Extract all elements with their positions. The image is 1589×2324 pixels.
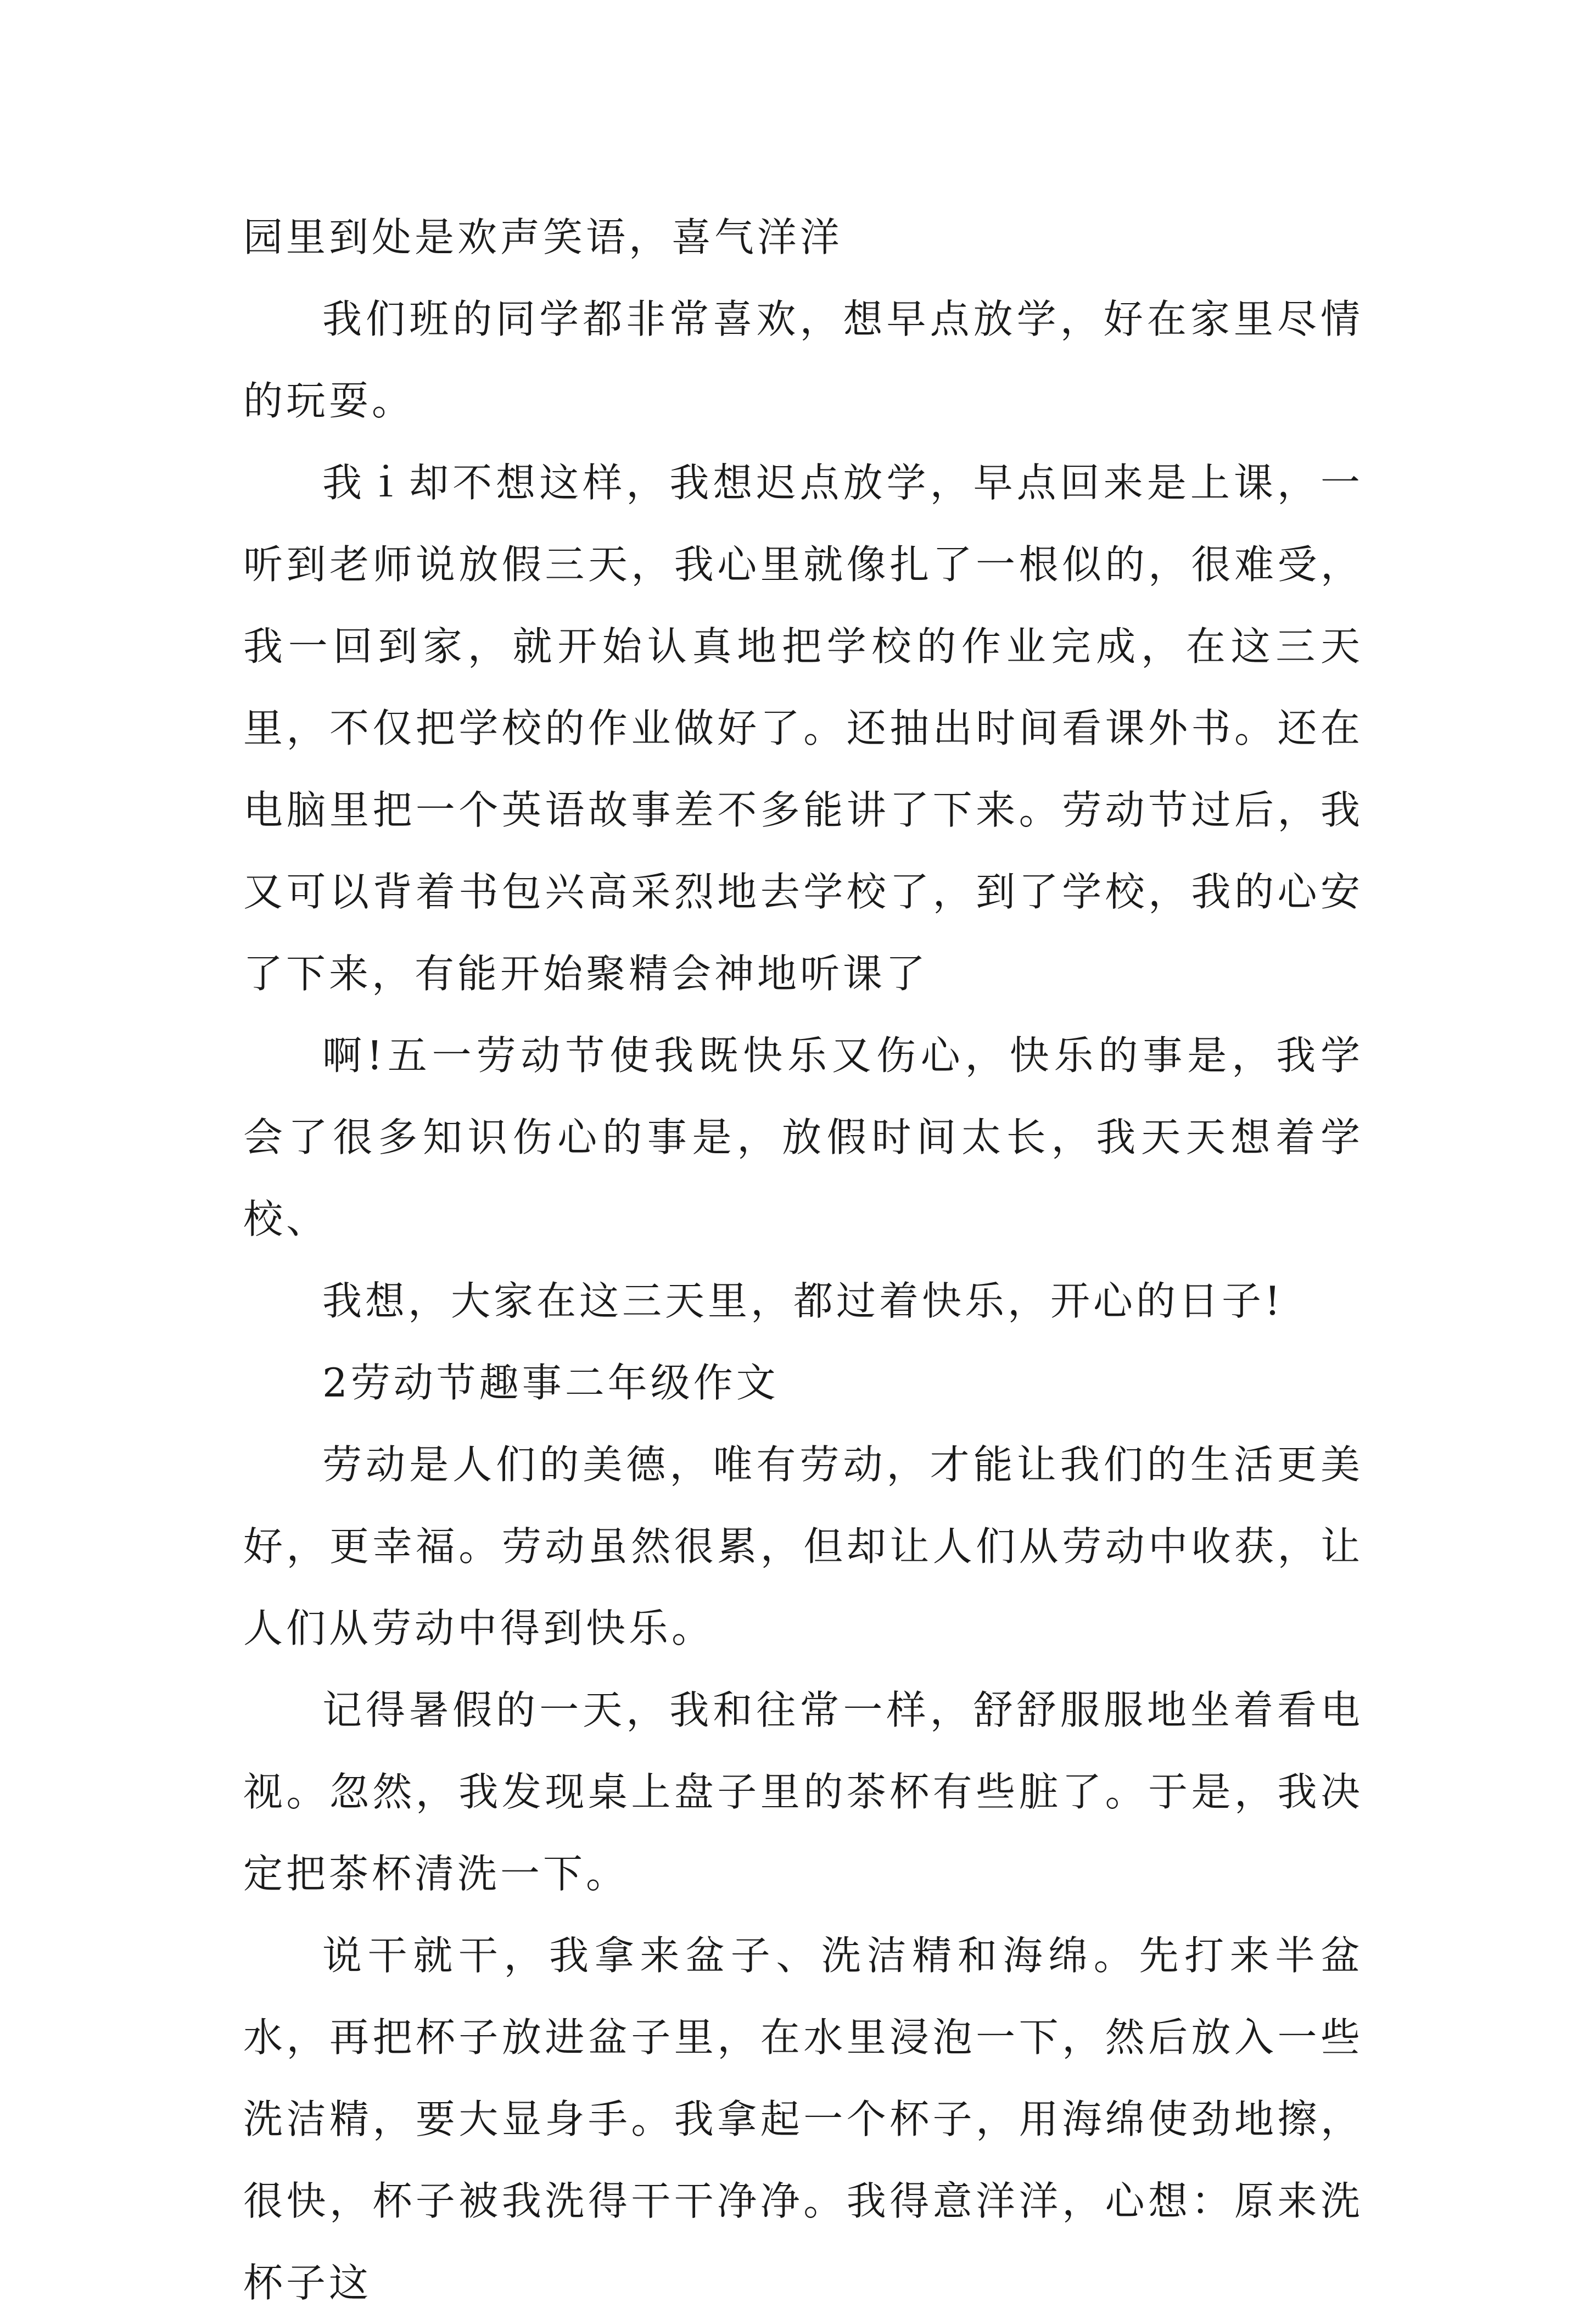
paragraph-8: 记得暑假的一天，我和往常一样，舒舒服服地坐着看电视。忽然，我发现桌上盘子里的茶杯有些脏了。于是，我决定把茶杯清洗一下。 <box>243 1687 1363 1897</box>
paragraph-3: 我ｉ却不想这样，我想迟点放学，早点回来是上课，一听到老师说放假三天，我心里就像扎了一根似的，很难受，我一回到家，就开始认真地把学校的作业完成，在这三天里，不仅把学校的作业做好了。还抽出时间看课外书。还在电脑里把一个英语故事差不多能讲了下来。劳动节过后，我又可以背着书包兴高采烈地去学校了，到了学校，我的心安了下来，有能开始聚精会神地听课了 <box>243 460 1363 997</box>
document-body <box>243 197 1363 2324</box>
paragraph-5: 我想，大家在这三天里，都过着快乐，开心的日子! <box>322 1278 1284 1324</box>
paragraph-4: 啊!五一劳动节使我既快乐又伤心，快乐的事是，我学会了很多知识伤心的事是，放假时间太长，我天天想着学校、 <box>243 1032 1363 1242</box>
paragraph-1: 园里到处是欢声笑语，喜气洋洋 <box>243 214 843 260</box>
paragraph-9: 说干就干，我拿来盆子、洗洁精和海绵。先打来半盆水，再把杯子放进盆子里，在水里浸泡一下，然后放入一些洗洁精，要大显身手。我拿起一个杯子，用海绵使劲地擦，很快，杯子被我洗得干干净净。我得意洋洋，心想：原来洗杯子这 <box>243 1932 1363 2306</box>
paragraph-7: 劳动是人们的美德，唯有劳动，才能让我们的生活更美好，更幸福。劳动虽然很累，但却让人们从劳动中收获，让人们从劳动中得到快乐。 <box>243 1442 1363 1651</box>
section-heading: 2劳动节趣事二年级作文 <box>322 1360 779 1406</box>
paragraph-2: 我们班的同学都非常喜欢，想早点放学，好在家里尽情的玩耍。 <box>243 296 1363 424</box>
